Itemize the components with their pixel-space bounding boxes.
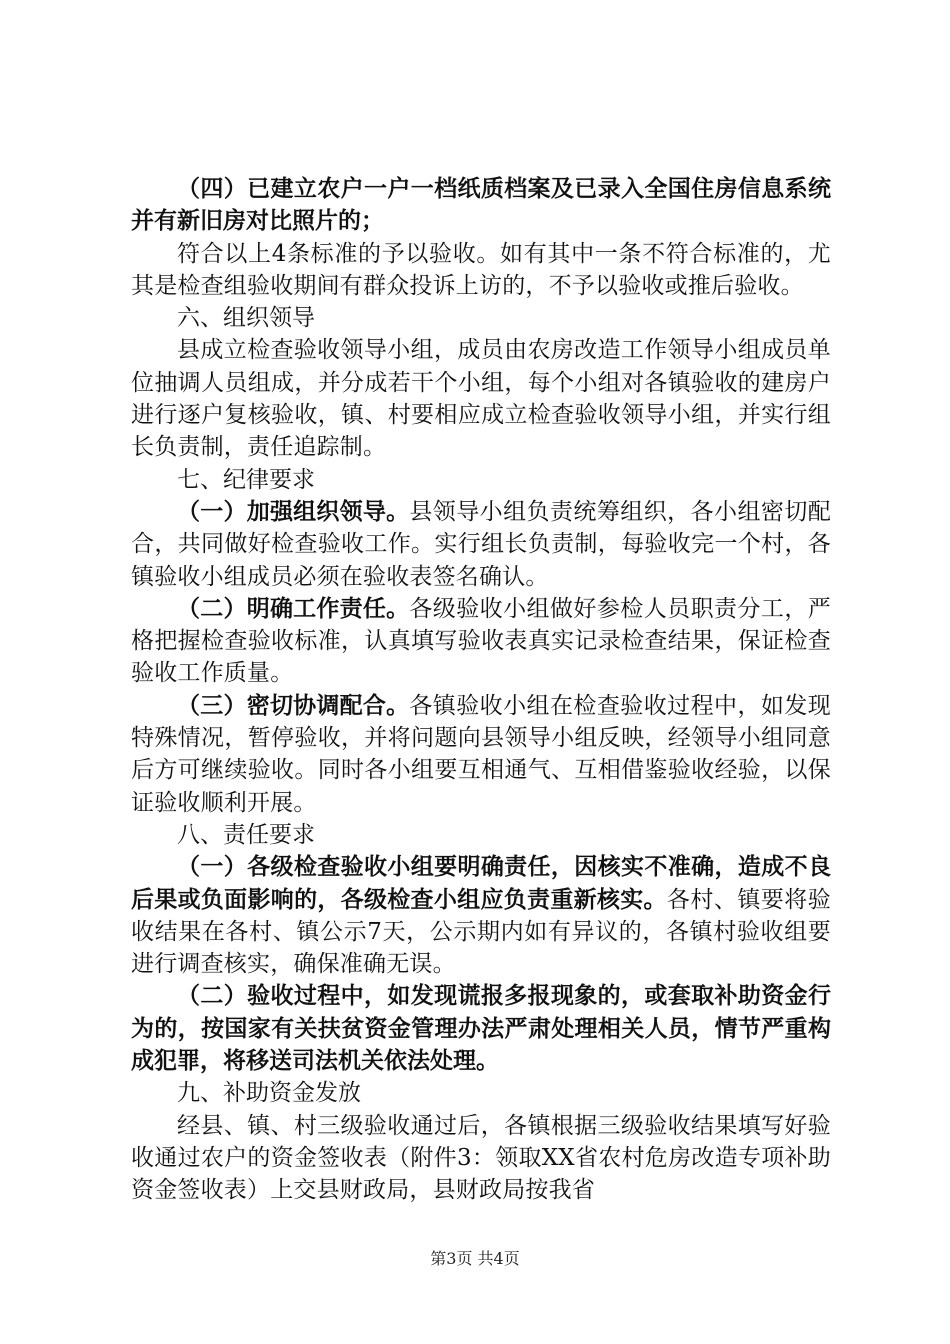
discipline-item-one-lead: （一）加强组织领导。 bbox=[177, 498, 410, 525]
responsibility-item-one-text: 各村、镇要将验收结果在各村、镇公示7天，公示期内如有异议的，各镇村验收组要进行调查核实，确保准确无误。 bbox=[131, 886, 832, 978]
page-footer: 第3页 共4页 bbox=[430, 1249, 520, 1268]
discipline-item-one-text: 县领导小组负责统筹组织，各小组密切配合，共同做好检查验收工作。实行组长负责制，每验收完一个村，各镇验收小组成员必须在验收表签名确认。 bbox=[131, 498, 831, 590]
section-heading-discipline: 七、纪律要求 bbox=[177, 466, 315, 493]
document-body bbox=[131, 173, 831, 1207]
section-heading-subsidy: 九、补助资金发放 bbox=[177, 1080, 361, 1107]
criterion-four-paragraph: （四）已建立农户一户一档纸质档案及已录入全国住房信息系统并有新旧房对比照片的； bbox=[131, 176, 831, 235]
discipline-item-two bbox=[131, 593, 831, 690]
section-heading-organization: 六、组织领导 bbox=[177, 305, 315, 332]
discipline-item-two-lead: （二）明确工作责任。 bbox=[177, 595, 410, 622]
discipline-item-two-text: 各级验收小组做好参检人员职责分工，严格把握检查验收标准，认真填写验收表真实记录检查结果，保证检查验收工作质量。 bbox=[131, 595, 831, 687]
discipline-item-one bbox=[131, 496, 831, 593]
section-heading-responsibility: 八、责任要求 bbox=[177, 821, 315, 848]
acceptance-rule-paragraph: 符合以上4条标准的予以验收。如有其中一条不符合标准的，尤其是检查组验收期间有群众投诉上访的，不予以验收或推后验收。 bbox=[131, 240, 831, 299]
organization-paragraph: 县成立检查验收领导小组，成员由农房改造工作领导小组成员单位抽调人员组成，并分成若干个小组，每个小组对各镇验收的建房户进行逐户复核验收，镇、村要相应成立检查验收领导小组，并实行组长负责制，责任追踪制。 bbox=[131, 337, 831, 461]
responsibility-item-one-lead: （一）各级检查验收小组要明确责任，因核实不准确，造成不良后果或负面影响的，各级检查小组应负责重新核实。 bbox=[131, 854, 831, 913]
discipline-item-three-text: 各镇验收小组在检查验收过程中，如发现特殊情况，暂停验收，并将问题向县领导小组反映，经领导小组同意后方可继续验收。同时各小组要互相通气、互相借鉴验收经验，以保证验收顺利开展。 bbox=[131, 692, 831, 816]
subsidy-paragraph: 经县、镇、村三级验收通过后，各镇根据三级验收结果填写好验收通过农户的资金签收表（附件3：领取XX省农村危房改造专项补助资金签收表）上交县财政局，县财政局按我省 bbox=[131, 1112, 831, 1204]
responsibility-item-one bbox=[131, 851, 831, 980]
discipline-item-three bbox=[131, 690, 831, 819]
responsibility-item-two: （二）验收过程中，如发现谎报多报现象的，或套取补助资金行为的，按国家有关扶贫资金管理办法严肃处理相关人员，情节严重构成犯罪，将移送司法机关依法处理。 bbox=[131, 983, 831, 1075]
discipline-item-three-lead: （三）密切协调配合。 bbox=[177, 692, 410, 719]
